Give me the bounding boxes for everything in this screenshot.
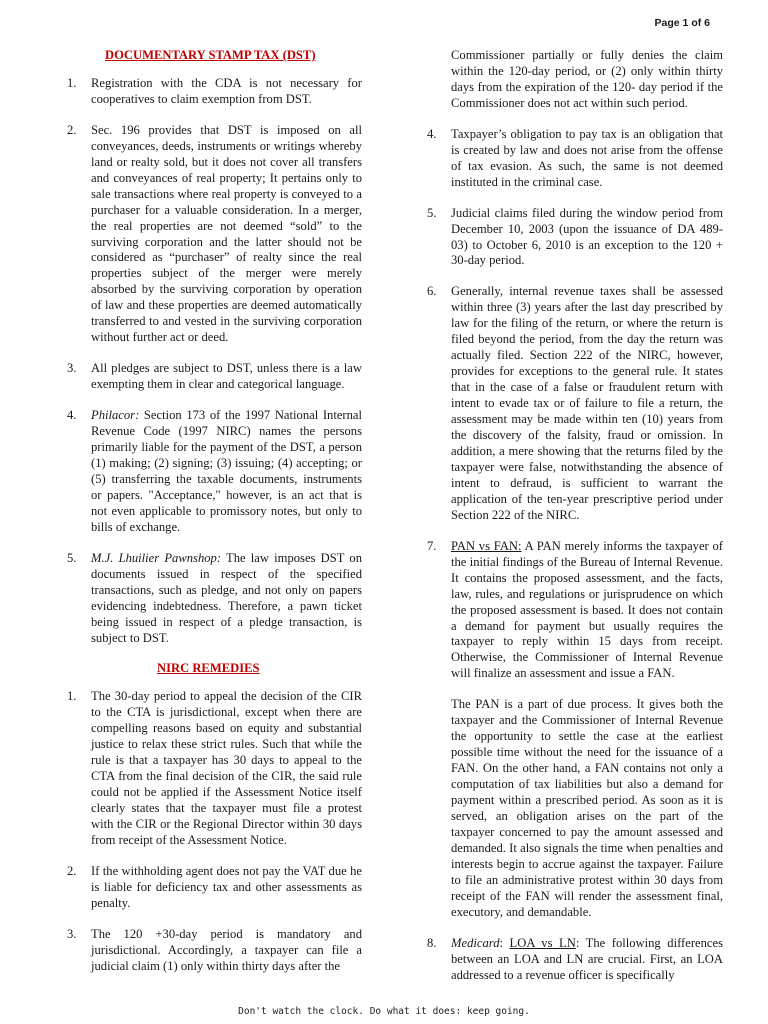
list-item: 7. PAN vs FAN: A PAN merely informs the taxpayer of the initial findings of the Bureau of Internal Revenue. It contains the proposed assessment, and the facts, law, rules, and regulations or jurisprudence on which the proposed assessment is based. It does not contain a demand for payment but usually requires the taxpayer to reply within 15 days from receipt. Otherwise, the Commissioner of Internal Revenue will finalize an assessment and issue a FAN.	[427, 538, 723, 681]
list-item: 5. Judicial claims filed during the window period from December 10, 2003 (upon the issuance of DA 489-03) to October 6, 2010 is an exception to the 120 + 30-day period.	[427, 205, 723, 268]
list-item: 1. Registration with the CDA is not necessary for cooperatives to claim exemption from DST.	[67, 75, 362, 106]
pan-paragraph: The PAN is a part of due process. It gives both the taxpayer and the Commissioner of Internal Revenue the opportunity to settle the case at the earliest possible time without the need for the issuance of a FAN. On the other hand, a FAN contains not only a computation of tax liabilities but also a demand for payment within a prescribed period. As soon as it is served, an obligation arises on the part of the taxpayer concerned to pay the amount assessed and demanded. It also signals the time when penalties and interests begin to accrue against the taxpayer. Failure to file an administrative protest within 30 days from receipt of the FAN will render the assessment final, executory, and demandable.	[451, 697, 723, 919]
list-item: 4. Taxpayer’s obligation to pay tax is an obligation that is created by law and does not arise from the offense of tax evasion. As such, the same is not deemed instituted in the criminal case.	[427, 126, 723, 189]
dst-heading: DOCUMENTARY STAMP TAX (DST)	[105, 48, 316, 62]
footer-quote: Don't watch the clock. Do what it does: keep going.	[238, 1006, 530, 1017]
topic-label: LOA vs LN	[509, 935, 576, 950]
left-column	[67, 48, 362, 990]
case-name: M.J. Lhuilier Pawnshop:	[91, 550, 222, 565]
case-name: Philacor:	[91, 408, 140, 423]
list-item: 8. Medicard: LOA vs LN: The following differences between an LOA and LN are crucial. First, an LOA addressed to a revenue officer is specifically	[427, 935, 723, 982]
continued-paragraph: Commissioner partially or fully denies the claim within the 120-day period, or (2) only within thirty days from the expiration of the 120- day period if the Commissioner does not act within such period.	[451, 48, 723, 110]
nirc-heading: NIRC REMEDIES	[157, 661, 260, 676]
right-column	[427, 48, 723, 999]
list-item: 4. Philacor: Section 173 of the 1997 National Internal Revenue Code (1997 NIRC) names the persons primarily liable for the payment of the DST, a person (1) making; (2) signing; (3) issuing; (4) accepting; or (5) transferring the taxable documents, instruments or papers. "Acceptance," however, is an act that is not even applicable to promissory notes, but only to bills of exchange.	[67, 408, 362, 534]
list-item: 2. Sec. 196 provides that DST is imposed on all conveyances, deeds, instruments or writings whereby land or realty sold, but it does not cover all transfers and conveyances of real property; It pertains only to sale transactions where real property is conveyed to a purchaser for a valuable consideration. In a merger, the real properties are not deemed “sold” to the surviving corporation and the latter should not be considered as “purchaser” of realty since the real properties subject of the merger were merely absorbed by the surviving corporation by operation of law and these properties are deemed automatically transferred to and vested in the surviving corporation without further act or deed.	[67, 122, 362, 345]
list-item: 2. If the withholding agent does not pay the VAT due he is liable for deficiency tax and other assessments as penalty.	[67, 863, 362, 910]
page-number: Page 1 of 6	[654, 17, 710, 29]
list-item: 3. All pledges are subject to DST, unless there is a law exempting them in clear and categorical language.	[67, 361, 362, 392]
list-item: 1. The 30-day period to appeal the decision of the CIR to the CTA is jurisdictional, except when there are compelling reasons based on equity and substantial justice to relax these strict rules. Such that while the rule is that a taxpayer has 30 days to appeal to the CTA from the final decision of the CIR, the said rule could not be applied if the Assessment Notice itself clearly states that the taxpayer must file a protest with the CIR or the Regional Director within 30 days from receipt of the Assessment Notice.	[67, 689, 362, 847]
list-item: 3. The 120 +30-day period is mandatory and jurisdictional. Accordingly, a taxpayer can file a judicial claim (1) only within thirty days after the	[67, 926, 362, 973]
list-item: 5. M.J. Lhuilier Pawnshop: The law imposes DST on documents issued in respect of the specified transactions, such as pledge, and not only on papers evidencing indebtedness. Therefore, a pawn ticket being issued in respect of a pledge transaction, is subject to DST.	[67, 550, 362, 645]
case-name: Medicard	[451, 935, 500, 950]
topic-label: PAN vs FAN:	[451, 538, 522, 553]
list-item: 6. Generally, internal revenue taxes shall be assessed within three (3) years after the last day prescribed by law for the filing of the return, or where the return is filed beyond the period, from the day the return was actually filed. Section 222 of the NIRC, however, provides for exceptions to the general rule. It states that in the case of a false or fraudulent return with intent to evade tax or of failure to file a return, the assessment may be made within ten (10) years from the discovery of the falsity, fraud or omission. In addition, a mere showing that the returns filed by the taxpayer were false, notwithstanding the absence of intent to defraud, is sufficient to warrant the application of the ten-year prescriptive period under Section 222 of the NIRC.	[427, 284, 723, 522]
